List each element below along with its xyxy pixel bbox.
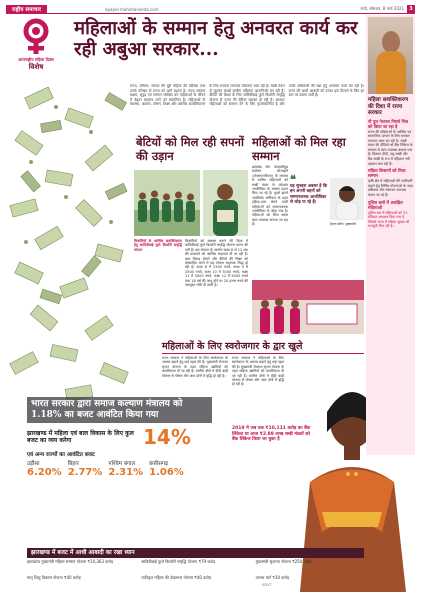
- betiyon-article: किशोरियों को सशक्त बनाने की दिशा में सावित्रीबाई फुले किशोरी समृद्धि योजना प्रारंभ की गयी है। इस योजना के अंतर्गत कक्षा 8 से 12 तक की छात्राओं को आर्थिक सहायता दी जा रही है। बाल विवाह रोकने और बेटियों की शिक्षा को प्रोत्साहित करने में यह योजना सहायक सिद्ध हो रही है। कक्षा 8 में 2500 रुपये, कक्षा 9 में 2500 रुपये, कक्षा 10 में 5000 रुपये, कक्षा 11 में 5000 रुपये, कक्षा 12 में 5000 रुपये तथा 18 वर्ष की आयु होने पर 20 हजार रुपये की एकमुश्त राशि दी जाती है।: [185, 239, 248, 288]
- budget-title: भारत सरकार द्वारा समाज कल्याण मंत्रालय को 1.18% का बजट आवंटित किया गया: [27, 397, 212, 423]
- logo-caption: अंतरराष्ट्रीय महिला दिवस: [18, 57, 54, 62]
- womens-day-logo: [8, 17, 64, 79]
- jharkhand-budget-label: झारखण्ड में महिला एवं बाल विकास के लिए कुल बजट का व्यय करेगा: [27, 429, 134, 444]
- betiyon-caption: [134, 239, 182, 337]
- mahilaon-article: झारखंड स्टेट लाइवलीहुड प्रमोशन सोसाइटी (जेएसएलपीएस) के माध्यम से ग्रामीण महिलाओं को सखी मंडल से जोड़कर आजीविका के अवसर प्रदान किए जा रहे हैं। फूलो झानो आशीर्वाद अभियान के तहत हड़िया-दारू बेचने वाली महिलाओं को सम्मानजनक आजीविका से जोड़ा गया है। महिलाओं को बिना ब्याज ऋण उपलब्ध कराया जा रहा है।: [252, 165, 288, 227]
- cm-quote: [290, 173, 330, 205]
- selfemployment-article-2: राज्य सरकार ने महिलाओं के लिए स्वरोजगार के अवसर बढ़ाने हेतु कई पहल की हैं। मुख्यमंत्री रोजगार सृजन योजना के तहत महिला उद्यमियों को प्राथमिकता दी जा रही है। ग्रामीण क्षेत्रों में दीदी बाड़ी योजना से पोषण और आय दोनों में वृद्धि हो रही है।: [232, 356, 284, 387]
- jharkhand-budget-percent: 14%: [143, 425, 191, 449]
- section-tag: राष्ट्रीय समाचार: [6, 5, 47, 14]
- bottom-row-1: [27, 559, 364, 564]
- state-item: [108, 459, 143, 478]
- sidebar-text-2: कृषि क्षेत्र में महिलाओं की भागीदारी बढ़ाने हेतु विभिन्न योजनाओं के तहत प्रशिक्षण और संसाधन उपलब्ध कराए जा रहे हैं।: [368, 179, 413, 198]
- bottom-row-2: [27, 575, 364, 580]
- budget-infobox: [27, 397, 212, 545]
- female-symbol-icon: [18, 17, 54, 57]
- sidebar-subhead-3: पुलिस बलों में आरक्षित महिलाओं: [368, 199, 403, 210]
- state-item: [149, 459, 184, 478]
- jharkhand-budget-row: [27, 425, 212, 449]
- sidebar-subhead-2: महिला किसानों को मिला सम्मान: [368, 168, 406, 179]
- ceremony-photo: [252, 280, 364, 334]
- state-item: [27, 459, 62, 478]
- page-number: 3: [407, 5, 415, 14]
- state-name: छत्तीसगढ़: [149, 461, 169, 467]
- states-list: [27, 459, 212, 478]
- betiyon-caption-title: किशोरियों के आर्थिक सशक्तिकरण हेतु सावित्रीबाई फुले किशोरी समृद्धि योजना: [134, 239, 182, 252]
- advt-label: ADVT: [262, 583, 272, 587]
- bottom-banner-title: झारखण्ड में बजट में आधी आबादी का रखा ध्यान: [27, 548, 364, 558]
- quote-attribution: हेमन्त सोरेन, मुख्यमंत्री: [330, 222, 356, 226]
- state-name: पश्चिम बंगाल: [108, 461, 136, 467]
- bank-linkage-highlight: 2019 में जब तक ₹10,111 करोड़ का बैंक लिंकेज था आज ₹2.89 लाख सखी मंडलों को बैंक लिंकेज किया जा चुका है: [232, 426, 311, 443]
- state-value: 6.20%: [27, 467, 62, 478]
- state-name: उड़ीसा: [27, 461, 40, 467]
- sidebar-woman-photo: [368, 17, 413, 94]
- budget-item: सावित्रीबाई फुले किशोरी समृद्धि योजना ₹79 करोड़: [141, 559, 216, 564]
- schoolgirl-closeup-photo: [203, 170, 248, 236]
- sidebar-subhead-1: नौ पुल नेशनल नियर्स भिन्न को किया जा रहा है: [368, 118, 408, 129]
- right-sidebar: [366, 15, 415, 455]
- date-line: रांची, सोमवार, 8 मार्च 2021: [360, 6, 404, 11]
- schoolgirls-photo: [134, 170, 200, 236]
- state-value: 2.77%: [67, 467, 103, 478]
- quote-text: यह सुनहरा अवसर है कि हम अपनी बहनों को सम्मानजनक आजीविका से जोड़ पा रहे हैं।: [290, 183, 328, 205]
- main-headline: महिलाओं के सम्मान हेतु अनवरत कार्य कर रही अबुआ सरकार...: [74, 18, 358, 60]
- quote-mark-icon: ❝: [290, 173, 296, 186]
- intro-paragraph: राज्य, परिवार, समाज की धुरी महिला की कोशिश तथा उनके परिश्रम से राज्य को आगे बढ़ाना है। राज्य सरकार सक्षम, सुदृढ़ एवं सम्मान संरक्षित कर महिलाओं के जीवन में बेहतर बदलाव लाने को संकल्पित है। महिलाओं के स्वास्थ्य, आवास, पोषण, शिक्षा और आर्थिक सशक्तिकरण के लिए सरकार लगातार योजनाएं चला रही है। सखी मंडल से जुड़कर लाखों ग्रामीण महिलाएं आत्मनिर्भर बन रही हैं। बेटियों की शिक्षा के लिए सावित्रीबाई फुले किशोरी समृद्धि योजना से राज्य की बेटियां सशक्त हो रही हैं। सरकार महिलाओं को सम्मान देने के लिए कृतसंकल्पित है और उनके अधिकारों की रक्षा हेतु अनवरत कार्य कर रही है। राज्य की आधी आबादी को उनका हक दिलाने के लिए हर स्तर पर प्रयास जारी हैं।: [130, 84, 364, 107]
- vishesh-label: विशेष: [28, 63, 44, 71]
- states-label: एवं अन्य राज्यों का आवंटित बजट: [27, 452, 95, 458]
- state-name: बिहार: [67, 461, 79, 467]
- state-value: 2.31%: [108, 467, 144, 478]
- section-heading-mahilaon: महिलाओं को मिल रहा सम्मान: [252, 135, 346, 163]
- site-url[interactable]: epaper.mahimaneeda.com: [105, 6, 159, 12]
- sidebar-heading: महिला सशक्तिकरण की दिशा में राज्य सरकार: [368, 97, 409, 116]
- budget-item: पलाश मार्ट ₹30 करोड़: [255, 575, 290, 580]
- top-strip: [6, 5, 415, 14]
- selfemployment-headline: महिलाओं के लिए स्वरोजगार के द्वार खुले: [162, 341, 364, 354]
- state-value: 1.06%: [149, 467, 184, 478]
- budget-item: मातृ शिशु विकास योजना ₹40 करोड़: [27, 575, 81, 580]
- sidebar-text-3: पुलिस बल में महिलाओं को 33 प्रतिशत आरक्षण दिया गया है जिससे राज्य में महिला सुरक्षा को मजबूती मिल रही है।: [368, 210, 410, 229]
- budget-item: झारखण्ड मुख्यमंत्री महिला सम्मान योजना ₹10,363 करोड़: [27, 559, 114, 564]
- selfemployment-article: राज्य सरकार ने महिलाओं के लिए स्वरोजगार के अवसर बढ़ाने हेतु कई पहल की हैं। मुख्यमंत्री रोजगार सृजन योजना के तहत महिला उद्यमियों को प्राथमिकता दी जा रही है। ग्रामीण क्षेत्रों में दीदी बाड़ी योजना से पोषण और आय दोनों में वृद्धि हो रही है।: [162, 356, 228, 378]
- state-item: [68, 459, 103, 478]
- sidebar-text-1: राज्य की महिलाओं के आर्थिक एवं सामाजिक उत्थान के लिए सरकार लगातार काम कर रही है। सखी मंडल की दीदियों को बैंक लिंकेज के माध्यम से ऋण उपलब्ध कराया गया है। किसान दीदी, पशु सखी और बैंक सखी के रूप में महिलाएं नयी पहचान बना रही हैं।: [368, 129, 413, 166]
- section-heading-betiyon: बेटियों को मिल रही सपनों की उड़ान: [136, 135, 244, 163]
- chief-minister-photo: [330, 178, 364, 220]
- budget-item: मुख्यमंत्री सुकन्या योजना ₹250 करोड़: [255, 559, 312, 564]
- budget-item: एकीकृत महिला की देखभाल योजना ₹40 करोड़: [141, 575, 212, 580]
